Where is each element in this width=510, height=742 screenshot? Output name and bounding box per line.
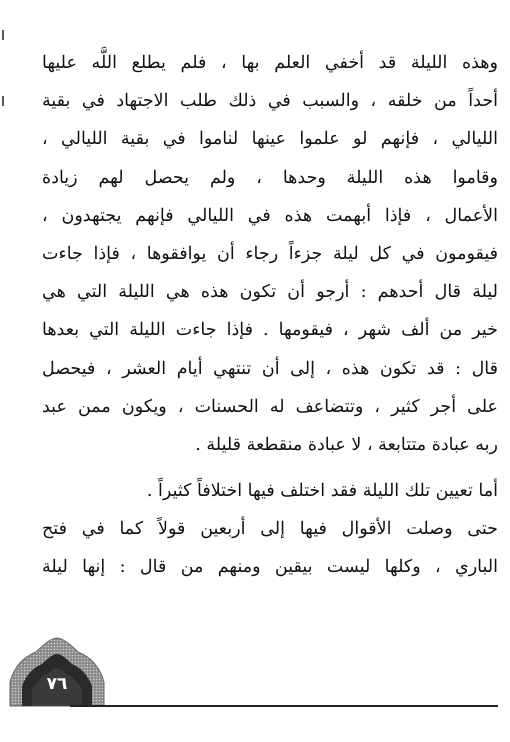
text-line: قال : قد تكون هذه ، إلى أن تنتهي أيام العشر ، فيحصل <box>42 358 498 379</box>
text-line: أحداً من خلقه ، والسبب في ذلك طلب الاجتهاد في بقية <box>42 91 498 112</box>
text-line: وقاموا هذه الليلة وحدها ، ولم يحصل لهم زيادة <box>42 167 498 188</box>
text-line: وهذه الليلة قد أخفي العلم بها ، فلم يطلع اللَّه عليها <box>42 53 498 73</box>
text-line: الأعمال ، فإذا أبهمت هذه في الليالي فإنهم يجتهدون ، <box>42 205 498 226</box>
text-line: الليالي ، فإنهم لو علموا عينها لناموا في بقية الليالي ، <box>42 129 498 150</box>
page-number: ٧٦ <box>46 674 68 694</box>
text-line: ربه عبادة متتابعة ، لا عبادة منقطعة قليلة . <box>195 434 498 455</box>
text-line: فيقومون في كل ليلة جزءاً رجاء أن يوافقوها ، فإذا جاءت <box>42 243 498 264</box>
text-line: خير من ألف شهر ، فيقومها . فإذا جاءت الليلة التي بعدها <box>42 320 498 341</box>
text-line: على أجر كثير ، وتتضاعف له الحسنات ، ويكون ممن عبد <box>42 396 498 417</box>
paragraph-2 <box>42 472 498 587</box>
text-line: ليلة قال أحدهم : أرجو أن تكون هذه هي الليلة التي هي <box>42 282 498 303</box>
footer-divider <box>70 705 498 707</box>
page-body-text <box>42 44 498 587</box>
page-number-ornament-icon <box>2 636 112 708</box>
margin-mark <box>2 96 4 106</box>
text-line: أما تعيين تلك الليلة فقد اختلف فيها اختلافاً كثيراً . <box>146 481 498 502</box>
margin-mark <box>2 30 4 40</box>
text-line: الباري ، وكلها ليست بيقين ومنهم من قال : إنها ليلة <box>42 557 498 578</box>
paragraph-1 <box>42 44 498 464</box>
paragraph-gap <box>42 464 498 472</box>
text-line: حتى وصلت الأقوال فيها إلى أربعين قولاً كما في فتح <box>42 519 498 540</box>
